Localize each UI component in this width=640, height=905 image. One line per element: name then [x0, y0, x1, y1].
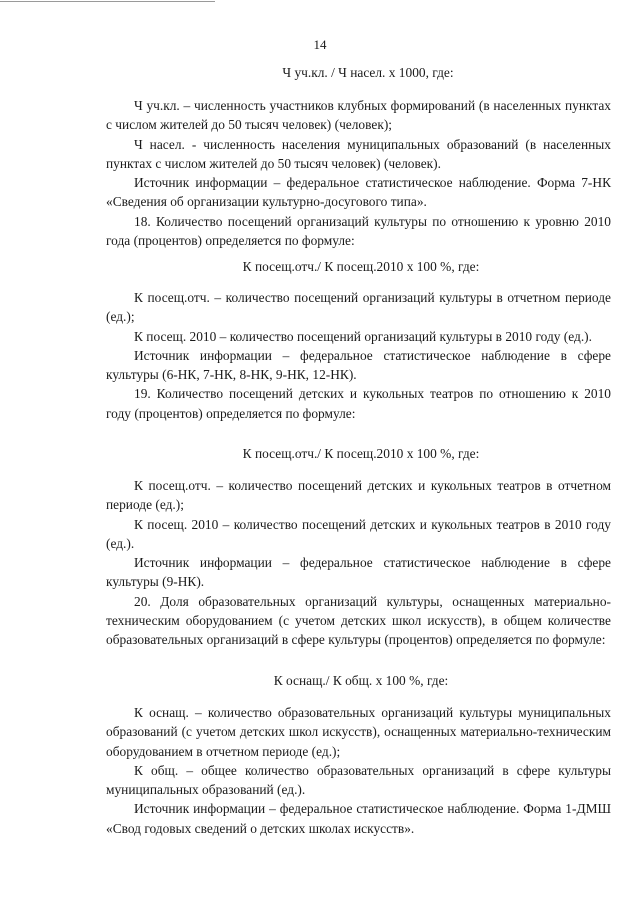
paragraph: К посещ.отч. – количество посещений детских и кукольных театров в отчетном периоде (ед.);	[106, 478, 611, 513]
scan-edge-line	[0, 1, 215, 2]
formula-visits-2010: К посещ.отч./ К посещ.2010 х 100 %, где:	[242, 259, 480, 274]
page-number: 14	[313, 37, 327, 52]
paragraph: К посещ. 2010 – количество посещений организаций культуры в 2010 году (ед.).	[134, 328, 592, 344]
paragraph: 19. Количество посещений детских и кукольных театров по отношению к 2010 году (процентов) определяется по формуле:	[106, 386, 611, 421]
text-block-2	[106, 288, 611, 423]
formula-theatre-visits: К посещ.отч./ К посещ.2010 х 100 %, где:	[242, 446, 480, 461]
text-block-3	[106, 476, 611, 650]
paragraph: К посещ.отч. – количество посещений организаций культуры в отчетном периоде (ед.);	[106, 290, 611, 325]
paragraph: Ч уч.кл. – численность участников клубных формирований (в населенных пунктах с числом жителей до 50 тысяч человек) (человек);	[106, 98, 611, 133]
paragraph: Источник информации – федеральное статистическое наблюдение в сфере культуры (9-НК).	[106, 555, 611, 590]
paragraph: Источник информации – федеральное статистическое наблюдение в сфере культуры (6-НК, 7-НК, 8-НК, 9-НК, 12-НК).	[106, 347, 611, 383]
paragraph: Источник информации – федеральное статистическое наблюдение. Форма 7-НК «Сведения об организации культурно-досугового типа».	[106, 175, 611, 210]
paragraph: 20. Доля образовательных организаций культуры, оснащенных материально-техническим оборудованием (с учетом детских школ искусств), в общем количестве образовательных организаций в сфере культуры (процентов) определяется по формуле:	[106, 593, 611, 648]
text-block-4	[106, 703, 611, 838]
paragraph: 18. Количество посещений организаций культуры по отношению к уровню 2010 года (процентов) определяется по формуле:	[106, 213, 611, 249]
paragraph: Источник информации – федеральное статистическое наблюдение. Форма 1-ДМШ «Свод годовых сведений о детских школах искусств».	[106, 801, 611, 836]
paragraph: Ч насел. - численность населения муниципальных образований (в населенных пунктах с числом жителей до 50 тысяч человек) (человек).	[106, 136, 611, 171]
formula-club-participants: Ч уч.кл. / Ч насел. х 1000, где:	[282, 65, 454, 80]
paragraph: К посещ. 2010 – количество посещений детских и кукольных театров в 2010 году (ед.).	[106, 516, 611, 551]
text-block-1	[106, 96, 611, 250]
formula-equipped-share: К оснащ./ К общ. х 100 %, где:	[273, 673, 449, 688]
paragraph: К общ. – общее количество образовательных организаций в сфере культуры муниципальных образований (ед.).	[106, 762, 611, 798]
paragraph: К оснащ. – количество образовательных организаций культуры муниципальных образований (с учетом детских школ искусств), оснащенных материально-техническим оборудованием в отчетном периоде (ед.);	[106, 705, 611, 759]
